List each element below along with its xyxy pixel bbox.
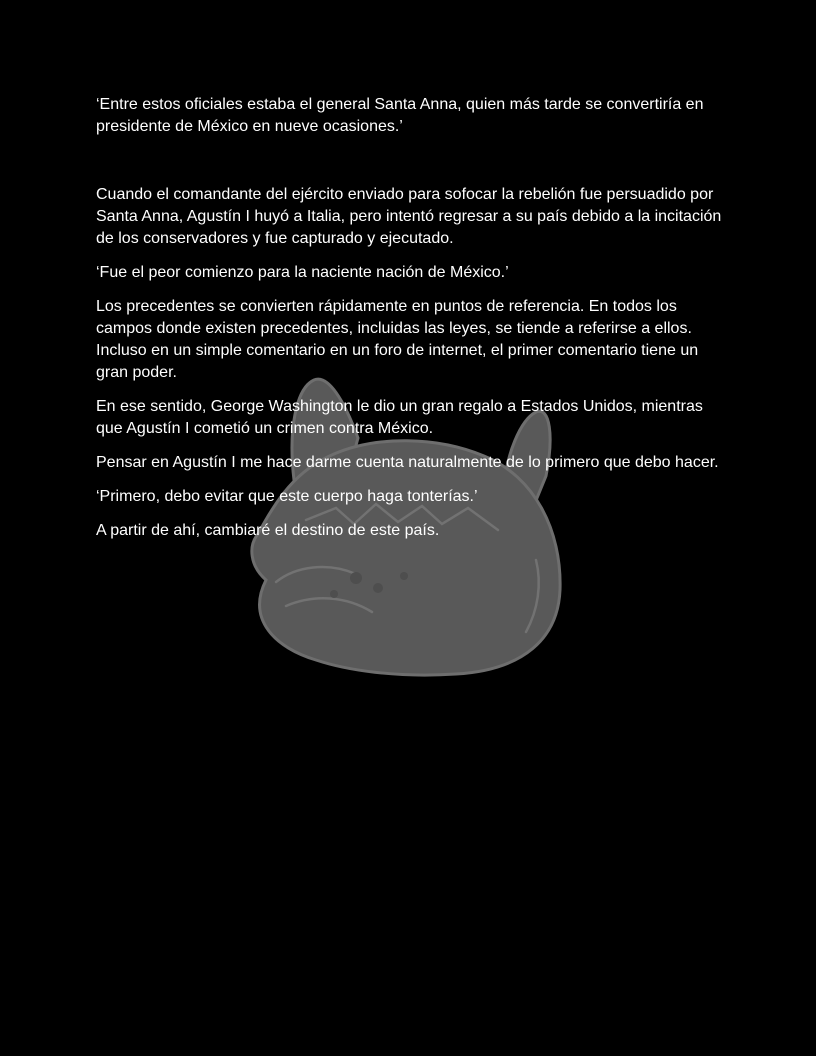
- paragraph-quote-worst-start: ‘Fue el peor comienzo para la naciente nación de México.’: [96, 264, 509, 281]
- paragraph-quote-santa-anna: ‘Entre estos oficiales estaba el general Santa Anna, quien más tarde se convertiría en presidente de México en nueve ocasiones.’: [96, 96, 704, 135]
- paragraph-precedents: Los precedentes se convierten rápidamente en puntos de referencia. En todos los campos donde existen precedentes, incluidas las leyes, se tiende a referirse a ellos. Incluso en un simple comentario en un foro de internet, el primer comentario tiene un gran poder.: [96, 298, 699, 381]
- paragraph-agustin-fate: Cuando el comandante del ejército enviado para sofocar la rebelión fue persuadido por Santa Anna, Agustín I huyó a Italia, pero intentó regresar a su país debido a la incitación de los conservadores y fue capturado y ejecutado.: [96, 186, 722, 247]
- paragraph-quote-first: ‘Primero, debo evitar que este cuerpo haga tonterías.’: [96, 488, 478, 505]
- paragraph-washington: En ese sentido, George Washington le dio un gran regalo a Estados Unidos, mientras que Agustín I cometió un crimen contra México.: [96, 398, 703, 437]
- document-body: [96, 94, 726, 554]
- paragraph-first-task: Pensar en Agustín I me hace darme cuenta naturalmente de lo primero que debo hacer.: [96, 454, 719, 471]
- paragraph-change-destiny: A partir de ahí, cambiaré el destino de este país.: [96, 522, 440, 539]
